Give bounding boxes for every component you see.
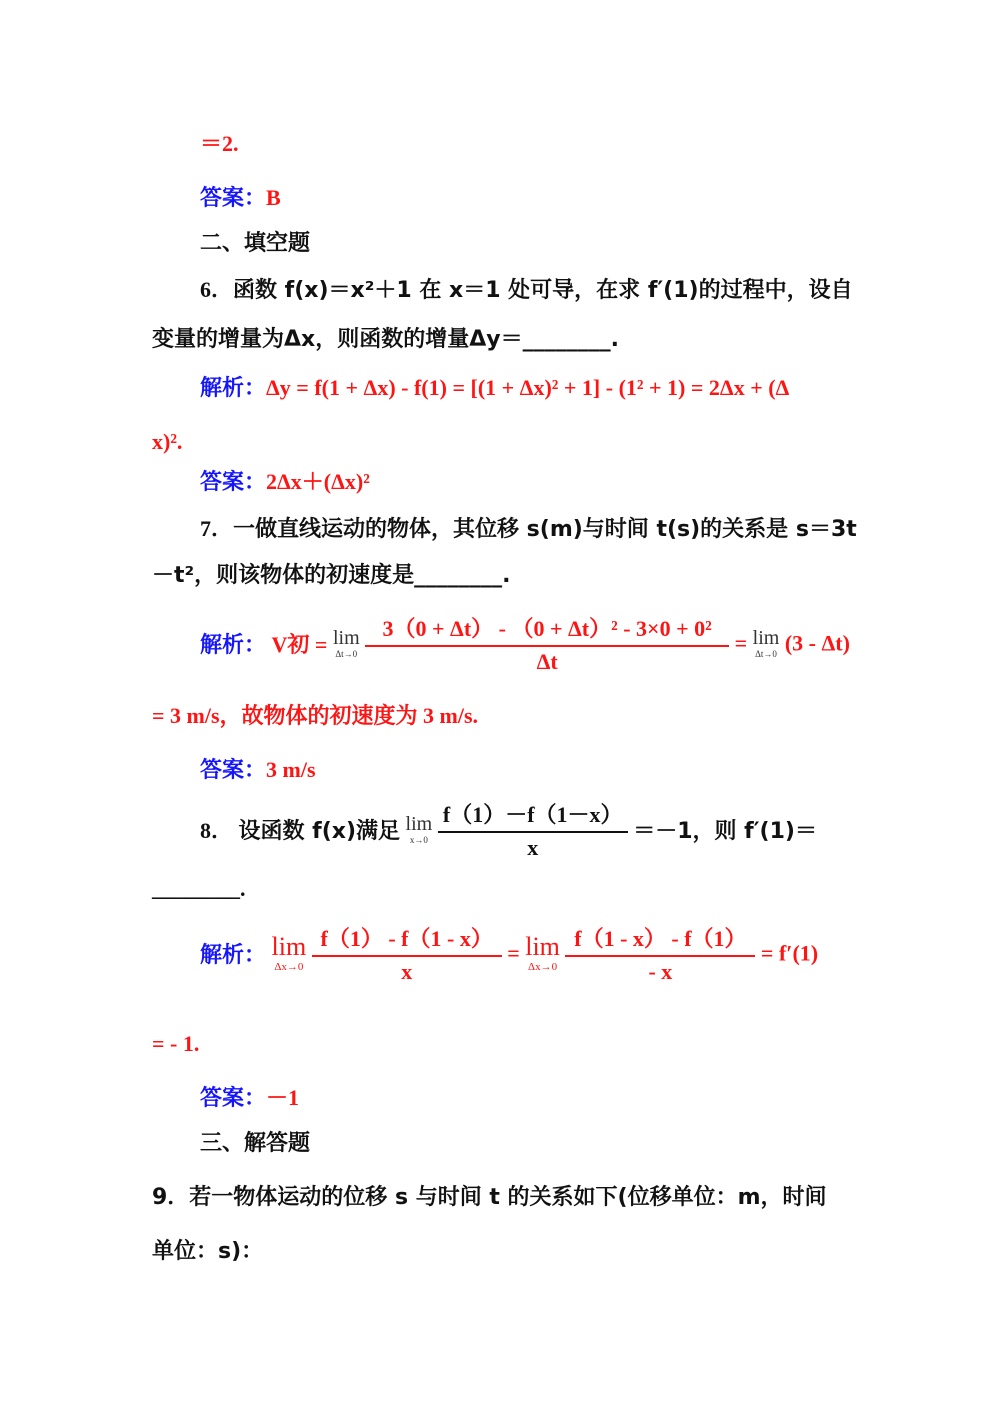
q7-line1 [200, 515, 857, 544]
q8-analysis-fraction2 [565, 922, 755, 985]
answer-value: B [266, 185, 281, 210]
q7-velocity-lhs: V初 = [271, 632, 328, 657]
limit-operator: lim x→0 [405, 813, 433, 845]
q9-line1: 9．若一物体运动的位移 s 与时间 t 的关系如下(位移单位：m，时间 [152, 1185, 827, 1210]
analysis-label: 解析： [200, 633, 267, 658]
answer-value: －1 [266, 1085, 300, 1110]
q8-line2: ________. [152, 876, 246, 901]
q6-line2: 变量的增量为Δx，则函数的增量Δy＝________. [152, 327, 619, 352]
q8-line1 [200, 798, 817, 861]
previous-solution-continuation: ＝2. [200, 131, 239, 156]
section-title-solve: 三、解答题 [200, 1131, 311, 1156]
fraction-denominator: Δt [365, 645, 729, 675]
limit-operator: lim Δx→0 [525, 932, 560, 973]
q8-analysis-result: = f′(1) [760, 940, 819, 966]
equals-sign: = [734, 630, 748, 656]
limit-operator: lim Δt→0 [752, 627, 780, 659]
q6-number: 6． [200, 277, 234, 302]
fraction-denominator: x [438, 831, 628, 861]
fraction-numerator: f（1 - x） - f（1） [574, 926, 747, 951]
q8-number: 8． [200, 818, 234, 843]
q8-answer [200, 1084, 299, 1113]
q8-fraction [438, 798, 628, 861]
fraction-numerator: f（1）－f（1－x） [442, 802, 623, 827]
answer-value: 2Δx＋(Δx)² [266, 469, 370, 494]
q6-analysis [200, 374, 789, 403]
q8-text-suffix: ＝－1，则 f′(1)＝ [633, 819, 817, 844]
q7-answer [200, 756, 316, 785]
answer-label: 答案： [200, 186, 267, 211]
q7-number: 7． [200, 516, 234, 541]
q6-answer [200, 468, 370, 497]
limit-operator: lim Δt→0 [332, 627, 360, 659]
fraction-numerator: 3（0 + Δt） - （0 + Δt）² - 3×0 + 0² [382, 616, 712, 641]
q7-analysis-line2: = 3 m/s，故物体的初速度为 3 m/s. [152, 703, 479, 728]
q6-analysis-formula: Δy = f(1 + Δx) - f(1) = [(1 + Δx)² + 1] - (1² + 1) = 2Δx + (Δ [266, 375, 790, 400]
q6-text-line1: 函数 f(x)＝x²＋1 在 x＝1 处可导，在求 f′(1)的过程中，设自 [233, 278, 853, 303]
analysis-label: 解析： [200, 943, 267, 968]
section-title-fill-in: 二、填空题 [200, 231, 311, 256]
q6-line1 [200, 276, 853, 305]
answer-label: 答案： [200, 758, 267, 783]
answer-value: 3 m/s [266, 757, 316, 782]
q5-answer [200, 184, 281, 213]
q8-analysis [200, 922, 818, 985]
q6-analysis-line2: x)². [152, 429, 183, 454]
q7-line2: －t²，则该物体的初速度是________. [152, 563, 511, 588]
q7-fraction [365, 612, 729, 675]
limit-operator: lim Δx→0 [271, 932, 307, 973]
q8-analysis-line2: = - 1. [152, 1031, 200, 1056]
q7-analysis [200, 612, 850, 675]
q9-line2: 单位：s)： [152, 1239, 264, 1264]
answer-label: 答案： [200, 470, 267, 495]
q7-text-line1: 一做直线运动的物体，其位移 s(m)与时间 t(s)的关系是 s＝3t [233, 517, 857, 542]
q8-text-prefix: 设函数 f(x)满足 [238, 819, 401, 844]
q8-analysis-fraction1 [312, 922, 502, 985]
fraction-denominator: x [312, 955, 502, 985]
analysis-label: 解析： [200, 376, 267, 401]
equals-sign: = [507, 940, 520, 966]
fraction-denominator: - x [565, 955, 755, 985]
answer-label: 答案： [200, 1086, 267, 1111]
fraction-numerator: f（1） - f（1 - x） [320, 926, 493, 951]
q7-limit-expression: (3 - Δt) [784, 630, 850, 656]
